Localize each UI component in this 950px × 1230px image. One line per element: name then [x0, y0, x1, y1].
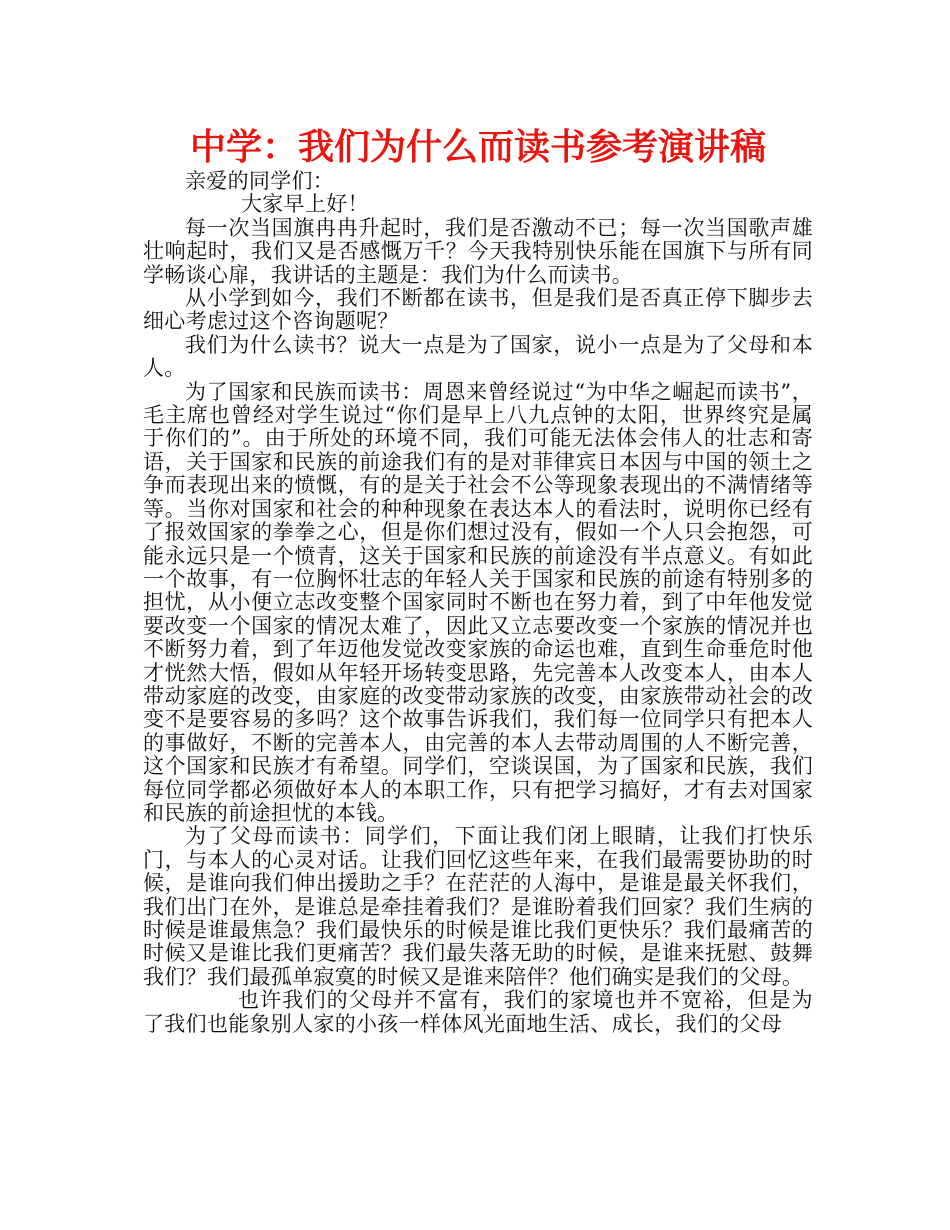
paragraph-question: 从小学到如今，我们不断都在读书，但是我们是否真正停下脚步去细心考虑过这个咨询题呢？: [143, 286, 813, 334]
paragraph-for-parents: 为了父母而读书：同学们，下面让我们闭上眼睛，让我们打快乐门，与本人的心灵对话。让我们回忆这些年来，在我们最需要协助的时候，是谁向我们伸出援助之手？在茫茫的人海中，是谁是最关怀我们，我们出门在外，是谁总是牵挂着我们？是谁盼着我们回家？我们生病的时候是谁最焦急？我们最快乐的时候是谁比我们更快乐？我们最痛苦的时候又是谁比我们更痛苦？我们最失落无助的时候，是谁来抚慰、鼓舞我们？我们最孤单寂寞的时候又是谁来陪伴？他们确实是我们的父母。: [143, 824, 813, 989]
paragraph-parents-continued: 也许我们的父母并不富有，我们的家境也并不宽裕，但是为了我们也能象别人家的小孩一样体风光面地生活、成长，我们的父母: [143, 988, 813, 1036]
document-title: 中学：我们为什么而读书参考演讲稿: [189, 127, 766, 168]
paragraph-why-read: 我们为什么读书？说大一点是为了国家，说小一点是为了父母和本人。: [143, 332, 813, 381]
paragraph-intro: 每一次当国旗冉冉升起时，我们是否激动不已；每一次当国歌声雄壮响起时，我们又是否感慨万千？今天我特别快乐能在国旗下与所有同学畅谈心扉，我讲话的主题是：我们为什么而读书。: [143, 215, 813, 287]
paragraph-good-morning: 大家早上好！: [241, 192, 369, 217]
paragraph-greeting: 亲爱的同学们：: [185, 169, 335, 193]
paragraph-for-nation: 为了国家和民族而读书：周恩来曾经说过“为中华之崛起而读书”，毛主席也曾经对学生说过“你们是早上八九点钟的太阳，世界终究是属于你们的”。由于所处的环境不同，我们可能无法体会伟人的壮志和寄语，关于国家和民族的前途我们有的是对菲律宾日本因与中国的领土之争而表现出来的愤慨，有的是关于社会不公等现象表现出的不满情绪等等。当你对国家和社会的种种现象在表达本人的看法时，说明你已经有了报效国家的拳拳之心，但是你们想过没有，假如一个人只会抱怨，可能永远只是一个愤青，这关于国家和民族的前途没有半点意义。有如此一个故事，有一位胸怀壮志的年轻人关于国家和民族的前途有特别多的担忧，从小便立志改变整个国家同时不断也在努力着，到了中年他发觉要改变一个国家的情况太难了，因此又立志要改变一个家族的情况并也不断努力着，到了年迈他发觉改变家族的命运也难，直到生命垂危时他才恍然大悟，假如从年轻开场转变思路，先完善本人改变本人，由本人带动家庭的改变，由家庭的改变带动家族的改变，由家族带动社会的改变不是要容易的多吗？这个故事告诉我们，我们每一位同学只有把本人的事做好，不断的完善本人，由完善的本人去带动周围的人不断完善，这个国家和民族才有希望。同学们，空谈误国，为了国家和民族，我们每位同学都必须做好本人的本职工作，只有把学习搞好，才有去对国家和民族的前途担忧的本钱。: [143, 379, 813, 825]
document-body: [143, 126, 813, 1036]
